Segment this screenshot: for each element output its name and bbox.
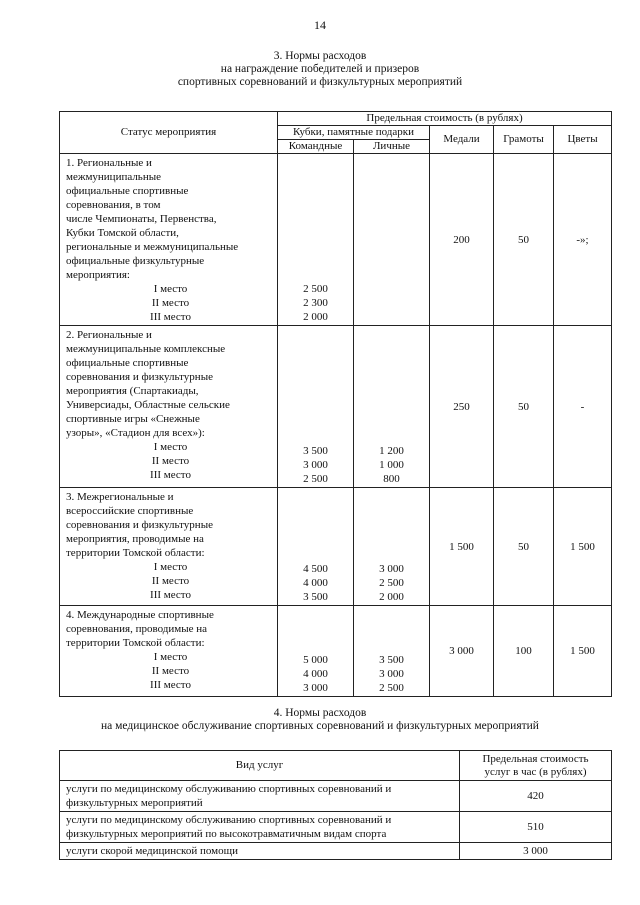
event-status-line: всероссийские спортивные — [66, 505, 194, 517]
personal-cups-cell — [354, 488, 430, 606]
event-status-line: региональные и межмуниципальные — [66, 241, 239, 253]
flowers-cell: 1 500 — [554, 488, 612, 606]
header-max-cost-line: Предельная стоимость — [482, 752, 589, 765]
service-cost-cell: 3 000 — [460, 843, 612, 860]
place-label: I место — [153, 441, 188, 453]
place-label: I место — [153, 283, 188, 295]
flowers-cell: 1 500 — [554, 606, 612, 697]
personal-cup-value: 2 500 — [379, 577, 404, 589]
event-status-line: спортивные игры «Снежные — [66, 413, 200, 425]
place-label: III место — [150, 679, 191, 691]
flowers-cell: -»; — [554, 154, 612, 326]
event-status-line: соревнования и физкультурные — [66, 371, 213, 383]
event-status-line: узоры», «Стадион для всех»): — [66, 427, 205, 439]
medical-table-body — [60, 781, 612, 860]
team-cup-value: 3 500 — [303, 591, 328, 603]
medical-service-row — [60, 843, 612, 860]
awards-table-body — [60, 154, 612, 697]
event-status-line: Кубки Томской области, — [66, 227, 179, 239]
team-cup-value: 2 500 — [303, 283, 328, 295]
event-status-line: межмуниципальные — [66, 171, 161, 183]
award-row — [60, 488, 612, 606]
place-label: I место — [153, 651, 188, 663]
event-status-line: мероприятия: — [66, 269, 130, 281]
event-status-line: числе Чемпионаты, Первенства, — [66, 213, 217, 225]
service-name-line: физкультурных мероприятий по высокотравматичным видам спорта — [66, 828, 387, 840]
header-team: Командные — [278, 140, 354, 154]
medals-cell: 200 — [430, 154, 494, 326]
team-cups-cell — [278, 488, 354, 606]
awards-cost-table — [59, 111, 612, 697]
service-cost-cell: 510 — [460, 812, 612, 843]
section3-title-line: на награждение победителей и призеров — [220, 63, 420, 75]
place-label: III место — [150, 311, 191, 323]
team-cup-value: 4 500 — [303, 563, 328, 575]
team-cup-value: 2 300 — [303, 297, 328, 309]
service-name-line: услуги скорой медицинской помощи — [66, 845, 238, 857]
event-status-line: Универсиады, Областные сельские — [66, 399, 230, 411]
header-certificates: Грамоты — [494, 126, 554, 154]
service-cost-cell: 420 — [460, 781, 612, 812]
personal-cup-value: 2 500 — [379, 682, 404, 694]
service-name-cell — [60, 781, 460, 812]
team-cup-value: 2 500 — [303, 473, 328, 485]
team-cup-value: 3 000 — [303, 459, 328, 471]
flowers-cell: - — [554, 326, 612, 488]
service-name-line: услуги по медицинскому обслуживанию спортивных соревнований и — [66, 783, 392, 795]
page-number: 14 — [314, 18, 326, 32]
personal-cups-cell — [354, 154, 430, 326]
medals-cell: 250 — [430, 326, 494, 488]
certificates-cell: 50 — [494, 488, 554, 606]
event-status-line: территории Томской области: — [66, 637, 205, 649]
medical-service-row — [60, 781, 612, 812]
event-status-cell — [60, 326, 278, 488]
section4-title-line: 4. Нормы расходов — [273, 707, 367, 719]
event-status-line: 1. Региональные и — [66, 157, 152, 169]
event-status-line: официальные спортивные — [66, 185, 189, 197]
event-status-cell — [60, 606, 278, 697]
event-status-line: 2. Региональные и — [66, 329, 152, 341]
certificates-cell: 50 — [494, 326, 554, 488]
service-name-line: физкультурных мероприятий — [66, 797, 203, 809]
team-cup-value: 3 000 — [303, 682, 328, 694]
personal-cup-value: 3 000 — [379, 563, 404, 575]
place-label: II место — [151, 297, 190, 309]
medals-cell: 1 500 — [430, 488, 494, 606]
personal-cup-value: 1 000 — [379, 459, 404, 471]
event-status-line: межмуниципальные комплексные — [66, 343, 226, 355]
event-status-line: мероприятия (Спартакиады, — [66, 385, 199, 397]
event-status-line: соревнования и физкультурные — [66, 519, 213, 531]
team-cup-value: 5 000 — [303, 654, 328, 666]
service-name-line: услуги по медицинскому обслуживанию спортивных соревнований и — [66, 814, 392, 826]
event-status-line: соревнования, в том — [66, 199, 161, 211]
place-label: II место — [151, 455, 190, 467]
header-service: Вид услуг — [60, 751, 460, 781]
place-label: III место — [150, 469, 191, 481]
event-status-line: 3. Межрегиональные и — [66, 491, 174, 503]
personal-cup-value: 3 000 — [379, 668, 404, 680]
header-max-cost-per-hour — [460, 751, 612, 781]
award-row — [60, 606, 612, 697]
award-row — [60, 326, 612, 488]
medical-cost-table — [59, 750, 612, 860]
section4-title-line: на медицинское обслуживание спортивных соревнований и физкультурных мероприятий — [101, 720, 539, 732]
event-status-line: территории Томской области: — [66, 547, 205, 559]
team-cups-cell — [278, 606, 354, 697]
team-cup-value: 2 000 — [303, 311, 328, 323]
event-status-line: соревнования, проводимые на — [66, 623, 208, 635]
section4-title — [0, 707, 640, 733]
service-name-cell — [60, 843, 460, 860]
event-status-line: мероприятия, проводимые на — [66, 533, 204, 545]
event-status-cell — [60, 488, 278, 606]
team-cup-value: 4 000 — [303, 668, 328, 680]
medals-cell: 3 000 — [430, 606, 494, 697]
header-max-cost: Предельная стоимость (в рублях) — [278, 112, 612, 126]
team-cup-value: 3 500 — [303, 445, 328, 457]
medical-service-row — [60, 812, 612, 843]
award-row — [60, 154, 612, 326]
section3-title — [0, 50, 640, 89]
section3-title-line: спортивных соревнований и физкультурных мероприятий — [177, 76, 463, 88]
personal-cup-value: 3 500 — [379, 654, 404, 666]
personal-cups-cell — [354, 606, 430, 697]
place-label: I место — [153, 561, 188, 573]
service-name-cell — [60, 812, 460, 843]
event-status-line: официальные физкультурные — [66, 255, 205, 267]
section3-title-line: 3. Нормы расходов — [273, 50, 367, 62]
place-label: II место — [151, 575, 190, 587]
header-personal: Личные — [354, 140, 430, 154]
header-flowers: Цветы — [554, 126, 612, 154]
event-status-cell — [60, 154, 278, 326]
personal-cup-value: 800 — [383, 473, 400, 485]
team-cups-cell — [278, 154, 354, 326]
place-label: II место — [151, 665, 190, 677]
header-medals: Медали — [430, 126, 494, 154]
header-max-cost-line: услуг в час (в рублях) — [484, 765, 587, 778]
place-label: III место — [150, 589, 191, 601]
personal-cups-cell — [354, 326, 430, 488]
certificates-cell: 50 — [494, 154, 554, 326]
event-status-line: официальные спортивные — [66, 357, 189, 369]
personal-cup-value: 1 200 — [379, 445, 404, 457]
personal-cup-value: 2 000 — [379, 591, 404, 603]
team-cups-cell — [278, 326, 354, 488]
header-cups: Кубки, памятные подарки — [278, 126, 430, 140]
header-status: Статус мероприятия — [60, 112, 278, 154]
team-cup-value: 4 000 — [303, 577, 328, 589]
certificates-cell: 100 — [494, 606, 554, 697]
event-status-line: 4. Международные спортивные — [66, 609, 214, 621]
